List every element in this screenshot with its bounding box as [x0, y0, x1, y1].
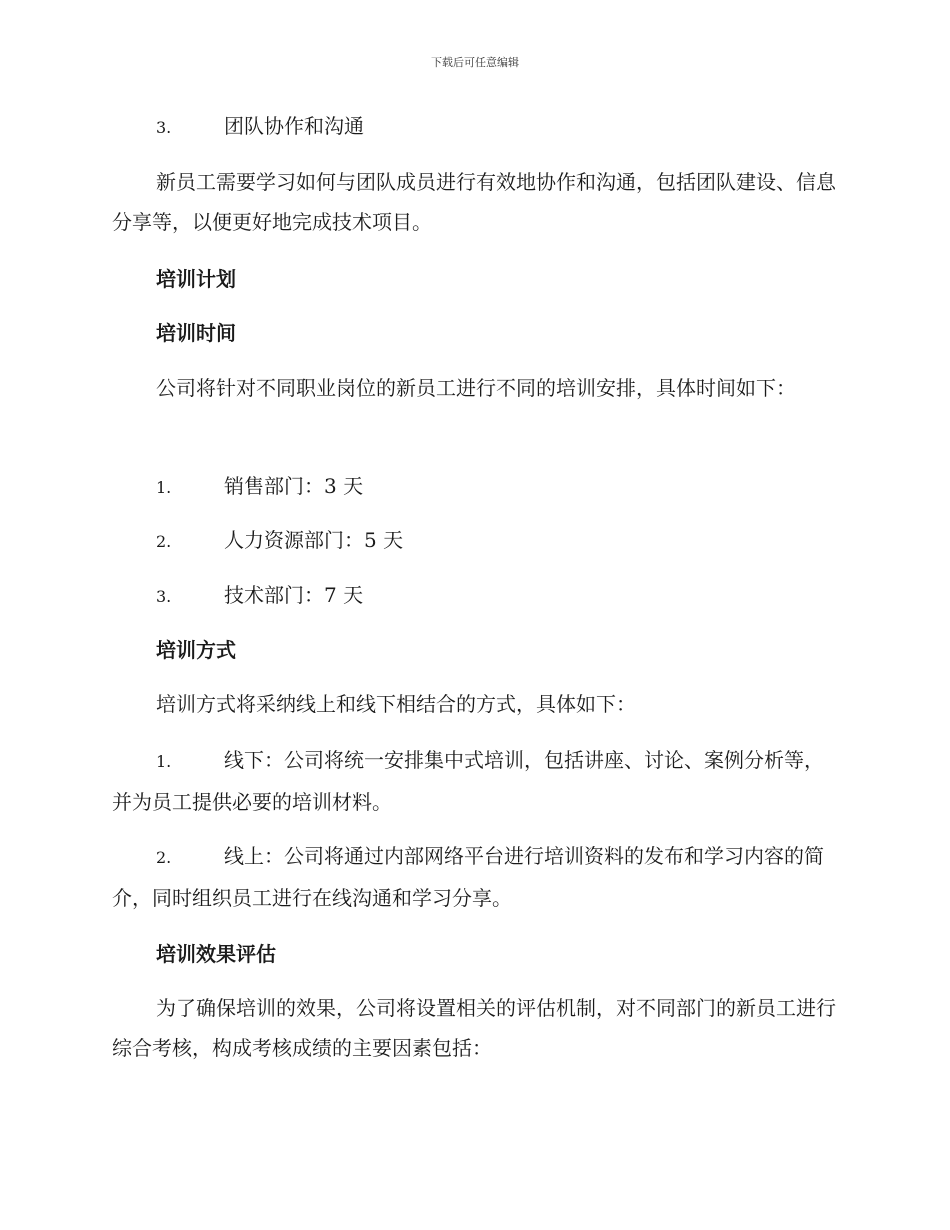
heading-plan: 培训计划	[156, 267, 236, 291]
list-text: 团队协作和沟通	[224, 114, 364, 138]
paragraph-method: 培训方式将采纳线上和线下相结合的方式，具体如下：	[156, 692, 636, 716]
paragraph-time: 公司将针对不同职业岗位的新员工进行不同的培训安排，具体时间如下：	[156, 376, 796, 400]
heading-time: 培训时间	[156, 321, 236, 345]
list-number: 2.	[156, 848, 172, 867]
paragraph-team: 新员工需要学习如何与团队成员进行有效地协作和沟通，包括团队建设、信息分享等，以便更好地完成技术项目。	[112, 170, 836, 234]
list-item-time-2	[156, 520, 403, 562]
list-number: 3.	[156, 118, 172, 137]
list-text: 线上：公司将通过内部网络平台进行培训资料的发布和学习内容的简介，同时组织员工进行在线沟通和学习分享。	[112, 844, 824, 910]
list-number: 3.	[156, 587, 172, 606]
list-item-team	[156, 106, 364, 148]
heading-eval: 培训效果评估	[156, 942, 276, 966]
list-text: 销售部门：3 天	[224, 474, 364, 498]
list-number: 2.	[156, 532, 172, 551]
list-item-time-1	[156, 466, 363, 508]
list-item-method-2	[112, 836, 838, 918]
list-item-method-1	[112, 740, 838, 822]
list-text: 人力资源部门：5 天	[224, 528, 404, 552]
heading-method: 培训方式	[156, 638, 236, 662]
list-text: 技术部门：7 天	[224, 583, 364, 607]
list-number: 1.	[156, 478, 172, 497]
list-text: 线下：公司将统一安排集中式培训，包括讲座、讨论、案例分析等，并为员工提供必要的培训材料。	[112, 748, 824, 814]
paragraph-eval: 为了确保培训的效果，公司将设置相关的评估机制，对不同部门的新员工进行综合考核，构成考核成绩的主要因素包括：	[112, 996, 836, 1060]
list-item-time-3	[156, 575, 363, 617]
list-number: 1.	[156, 752, 172, 771]
page-header: 下载后可任意编辑	[431, 56, 519, 69]
